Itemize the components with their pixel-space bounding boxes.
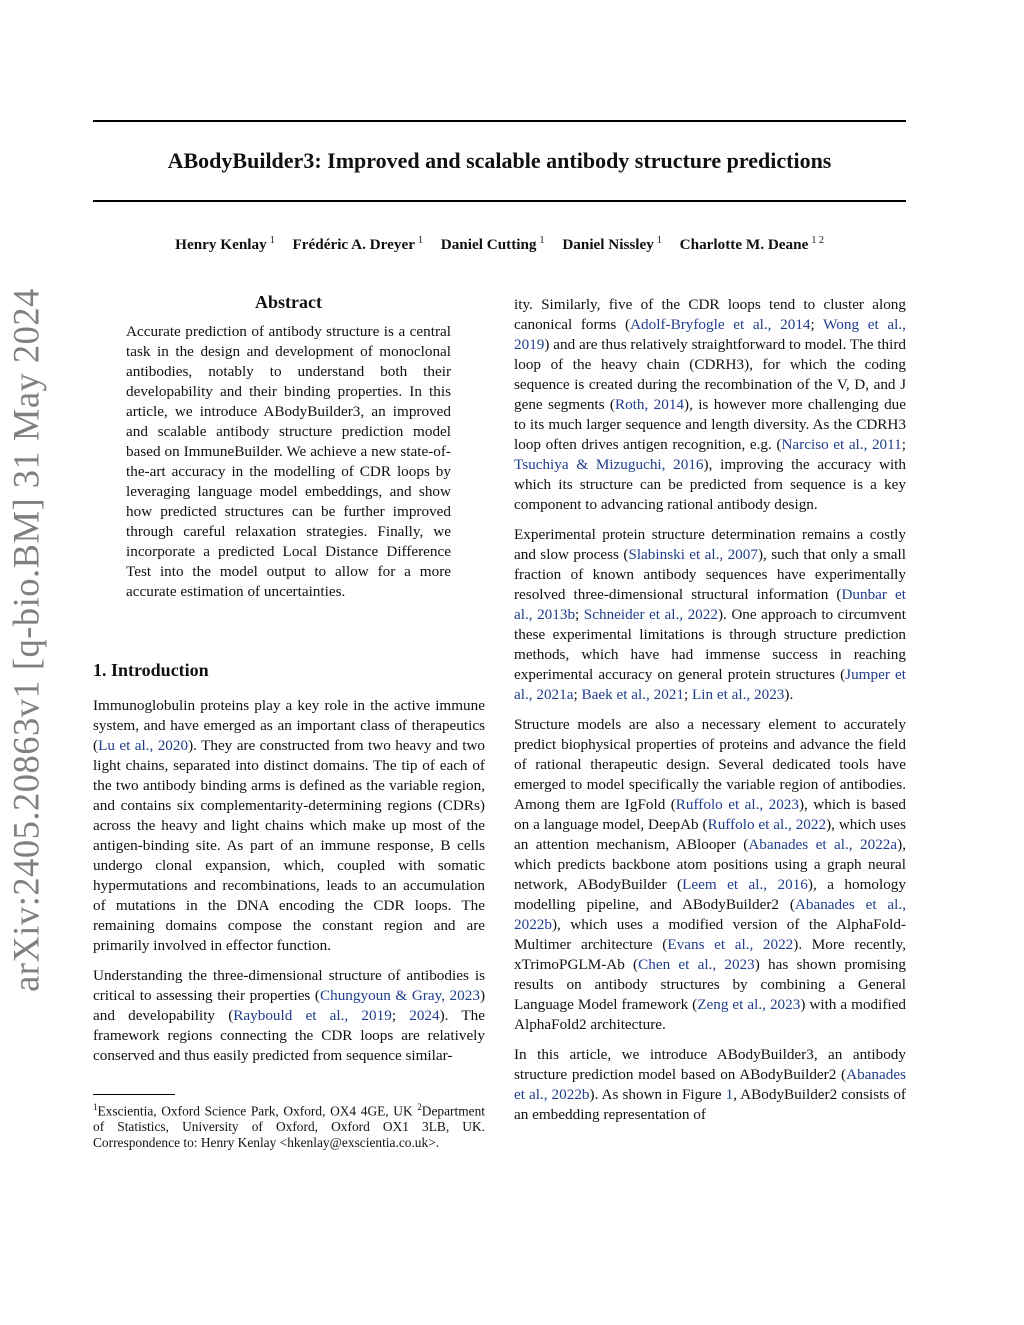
title-top-rule (93, 120, 906, 122)
right-paragraph-3: Structure models are also a necessary element to accurately predict biophysical properties of proteins and advance the field of rational therapeutic design. Several dedicated tools have emerged to model specifically the variable region of antibodies. Among them are IgFold (Ruffolo et al., 2023), which is based on a language model, DeepAb (Ruffolo et al., 2022), which uses an attention mechanism, ABlooper (Abanades et al., 2022a), which predicts backbone atom positions using a graph neural network, ABodyBuilder (Leem et al., 2016), a homology modelling pipeline, and ABodyBuilder2 (Abanades et al., 2022b), which uses a modified version of the AlphaFold-Multimer architecture (Evans et al., 2022). More recently, xTrimoPGLM-Ab (Chen et al., 2023) has shown promising results on antibody structures by combining a General Language Model framework (Zeng et al., 2023) with a modified AlphaFold2 architecture. (514, 716, 906, 1033)
right-paragraph-2: Experimental protein structure determination remains a costly and slow process (Slabinski et al., 2007), such that only a small fraction of known antibody sequences have experimentally resolved three-dimensional structural information (Dunbar et al., 2013b; Schneider et al., 2022). One approach to circumvent these experimental limitations is through structure prediction methods, which have had immense success in reaching experimental accuracy on general protein structures (Jumper et al., 2021a; Baek et al., 2021; Lin et al., 2023). (514, 526, 906, 703)
citation-link[interactable]: 2024 (409, 1007, 440, 1024)
arxiv-identifier: arXiv:2405.20863v1 [q-bio.BM] 31 May 2024 (5, 288, 47, 992)
title-bottom-rule (93, 200, 906, 202)
abstract-heading: Abstract (255, 292, 322, 312)
citation-link[interactable]: Chen et al., 2023 (638, 956, 755, 973)
citation-link[interactable]: Leem et al., 2016 (682, 876, 808, 893)
author-list (93, 235, 906, 254)
author: Charlotte M. Deane $^{1 2}$ (679, 235, 824, 253)
citation-link[interactable]: Jumper et al., 2021a (514, 666, 906, 703)
citation-link[interactable]: Adolf-Bryfogle et al., 2014 (630, 316, 811, 333)
citation-link[interactable]: Ruffolo et al., 2022 (707, 816, 827, 833)
citation-link[interactable]: Dunbar et al., 2013b (514, 586, 906, 623)
author: Frédéric A. Dreyer $^1$ (292, 235, 423, 253)
citation-link[interactable]: Narciso et al., 2011 (781, 436, 902, 453)
figure-reference-link[interactable]: 1 (725, 1086, 734, 1103)
right-column-body (514, 295, 906, 1125)
citation-link[interactable]: Zeng et al., 2023 (697, 996, 801, 1013)
citation-link[interactable]: Tsuchiya & Mizuguchi, 2016 (514, 456, 704, 473)
citation-link[interactable]: Abanades et al., 2022a (748, 836, 898, 853)
citation-link[interactable]: Abanades et al., 2022b (514, 896, 906, 933)
author: Daniel Nissley $^1$ (562, 235, 662, 253)
citation-link[interactable]: Schneider et al., 2022 (583, 606, 718, 623)
abstract-text: Accurate prediction of antibody structure is a central task in the design and development of monoclonal antibodies, notably to understand both their developability and their binding properties. In this article, we introduce ABodyBuilder3, an improved and scalable antibody structure prediction model based on ImmuneBuilder. We achieve a new state-of-the-art accuracy in the modelling of CDR loops by leveraging language model embeddings, and show how predicted structures can be further improved through careful relaxation strategies. Finally, we incorporate a predicted Local Distance Difference Test into the model output to allow for a more accurate estimation of uncertainties. (126, 323, 451, 600)
intro-paragraph-2: Understanding the three-dimensional structure of antibodies is critical to assessing their properties (Chungyoun & Gray, 2023) and developability (Raybould et al., 2019; 2024). The framework regions connecting the CDR loops are relatively conserved and thus easily predicted from sequence similar- (93, 967, 485, 1064)
footnote-rule (93, 1094, 175, 1095)
citation-link[interactable]: Slabinski et al., 2007 (628, 546, 758, 563)
citation-link[interactable]: Chungyoun & Gray, 2023 (319, 987, 480, 1004)
citation-link[interactable]: Wong et al., 2019 (514, 316, 906, 353)
citation-link[interactable]: Lu et al., 2020 (98, 737, 189, 754)
left-column-body (93, 696, 485, 1066)
citation-link[interactable]: Baek et al., 2021 (581, 686, 684, 703)
right-paragraph-4: In this article, we introduce ABodyBuilder3, an antibody structure prediction model based on ABodyBuilder2 (Abanades et al., 2022b). As shown in Figure 1, ABodyBuilder2 consists of an embedding representation of (514, 1046, 906, 1123)
citation-link[interactable]: Abanades et al., 2022b (514, 1066, 906, 1103)
citation-link[interactable]: Evans et al., 2022 (667, 936, 794, 953)
intro-paragraph-1: Immunoglobulin proteins play a key role in the active immune system, and have emerged as an important class of therapeutics (Lu et al., 2020). They are constructed from two heavy and two light chains, separated into distinct domains. The tip of each of the two antibody binding arms is defined as the variable region, and contains six complementarity-determining regions (CDRs) across the heavy and light chains which make up most of the antigen-binding site. As part of an immune response, B cells undergo clonal expansion, which, coupled with somatic hypermutations and recombinations, leads to an accumulation of mutations in the DNA encoding the CDR loops. The remaining domains compose the constant region and are primarily involved in effector function. (93, 697, 486, 954)
author: Henry Kenlay $^1$ (175, 235, 275, 253)
section-heading-introduction: 1. Introduction (93, 660, 209, 680)
abstract-body (126, 322, 451, 602)
citation-link[interactable]: Raybould et al., 2019 (233, 1007, 392, 1024)
citation-link[interactable]: Lin et al., 2023 (692, 686, 785, 703)
affiliations-footnote: $^1$Exscientia, Oxford Science Park, Oxford, OX4 4GE, UK $^2$Department of Statistics, University of Oxford, Oxford OX1 3LB, UK. Correspondence to: Henry Kenlay <hkenlay@exscientia.co.uk>. (93, 1102, 485, 1151)
right-paragraph-1: ity. Similarly, five of the CDR loops tend to cluster along canonical forms (Adolf-Bryfogle et al., 2014; Wong et al., 2019) and are thus relatively straightforward to model. The third loop of the heavy chain (CDRH3), for which the coding sequence is created during the recombination of the V, D, and J gene segments (Roth, 2014), is however more challenging due to its much larger sequence and length diversity. As the CDRH3 loop often drives antigen recognition, e.g. (Narciso et al., 2011; Tsuchiya & Mizuguchi, 2016), improving the accuracy with which its structure can be predicted from sequence is a key component to advancing rational antibody design. (514, 296, 907, 513)
citation-link[interactable]: Roth, 2014 (614, 396, 685, 413)
author: Daniel Cutting $^1$ (440, 235, 545, 253)
citation-link[interactable]: Ruffolo et al., 2023 (675, 796, 799, 813)
paper-title: ABodyBuilder3: Improved and scalable antibody structure predictions (167, 148, 832, 173)
